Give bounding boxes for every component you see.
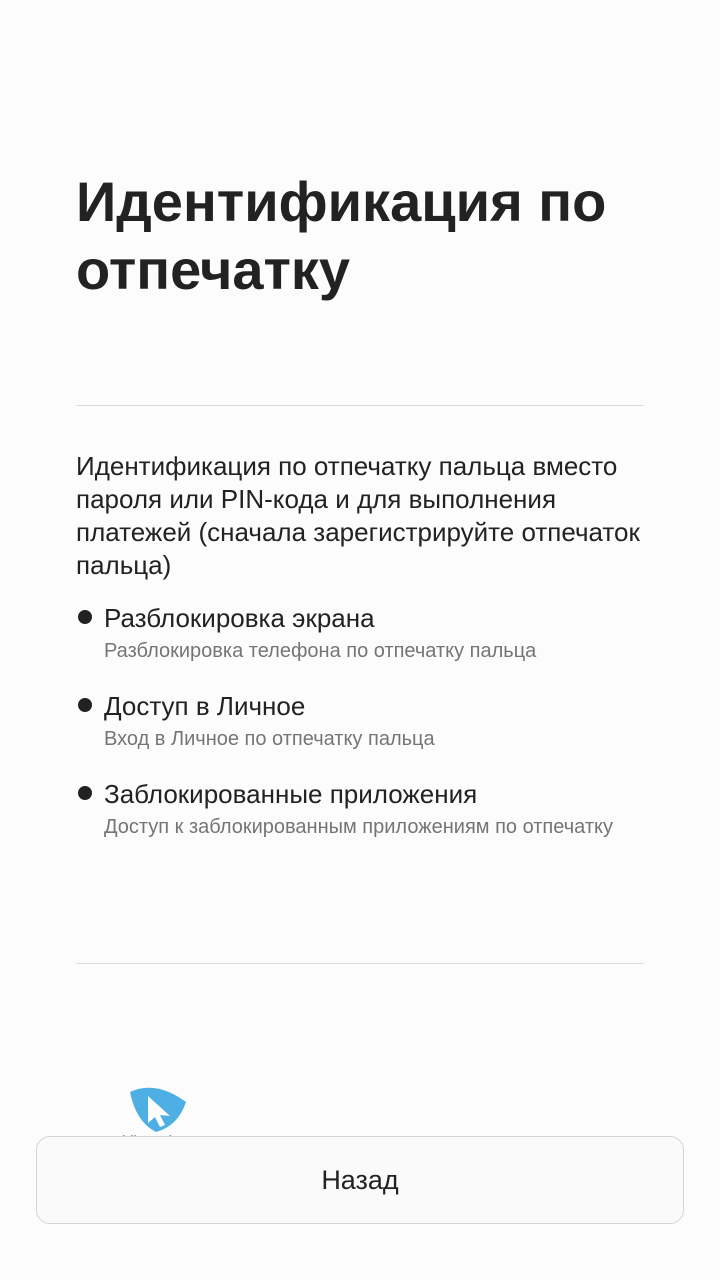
feature-item-private-access [76,688,646,754]
feature-description: Разблокировка телефона по отпечатку пальца [104,640,537,662]
feature-list [76,600,646,842]
feature-title: Заблокированные приложения [104,779,478,809]
top-divider [76,405,644,406]
bullet-icon [78,698,92,712]
bottom-divider [76,963,644,964]
bullet-icon [78,610,92,624]
back-button[interactable]: Назад [36,1136,684,1224]
cursor-logo-icon [126,1082,190,1134]
feature-item-locked-apps [76,776,646,842]
feature-item-screen-unlock [76,600,646,666]
feature-title: Разблокировка экрана [104,603,375,633]
feature-description: Вход в Личное по отпечатку пальца [104,728,435,750]
feature-title: Доступ в Личное [104,691,306,721]
bullet-icon [78,786,92,800]
page-title: Идентификация по отпечатку [76,170,607,301]
feature-description: Доступ к заблокированным приложениям по отпечатку [104,816,613,838]
intro-text: Идентификация по отпечатку пальца вместо пароля или PIN-кода и для выполнения платежей (сначала зарегистрируйте отпечаток пальца) [76,451,640,580]
